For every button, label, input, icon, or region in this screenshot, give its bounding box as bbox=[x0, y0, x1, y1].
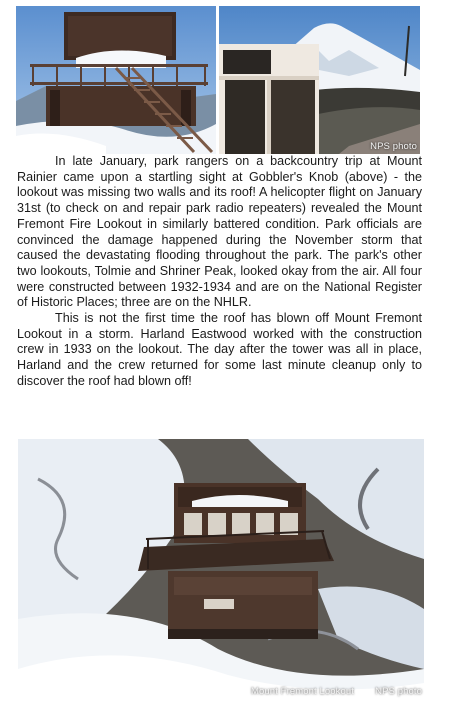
lookout-photo-illustration bbox=[16, 6, 216, 154]
fremont-photo-illustration bbox=[18, 439, 424, 699]
photo-caption-bottom: Mount Fremont Lookout bbox=[251, 686, 354, 697]
article-paragraph-1: In late January, park rangers on a backcountry trip at Mount Rainier came upon a startling sight at Gobbler's Knob (above) - the lookout was missing two walls and its roof! A helicopter flight on January 31st (to check on and repair park radio repeaters) revealed the Mount Fremont Fire Lookout in similarly battered condition. Park officials are convinced the damage happened during the November storm that caused the devastating flooding throughout the park. The park's other two lookouts, Tolmie and Shriner Peak, looked okay from the air. All four were constructed between 1932-1934 and are on the National Register of Historic Places; three are on the NHLR. bbox=[17, 154, 422, 310]
photo-credit-bottom: NPS photo bbox=[375, 686, 422, 697]
article-body bbox=[17, 154, 422, 390]
rainier-photo-illustration bbox=[219, 6, 420, 154]
gobblers-knob-lookout-photo bbox=[16, 6, 216, 154]
mount-fremont-lookout-photo bbox=[18, 439, 424, 699]
article-paragraph-2: This is not the first time the roof has blown off Mount Fremont Lookout in a storm. Harland Eastwood worked with the construction crew in 1933 on the lookout. The day after the tower was all in place, Harland and the crew returned for some last minute cleanup only to discover the roof had blown off! bbox=[17, 311, 422, 388]
photo-credit-top: NPS photo bbox=[370, 141, 417, 152]
mount-rainier-photo bbox=[219, 6, 420, 154]
